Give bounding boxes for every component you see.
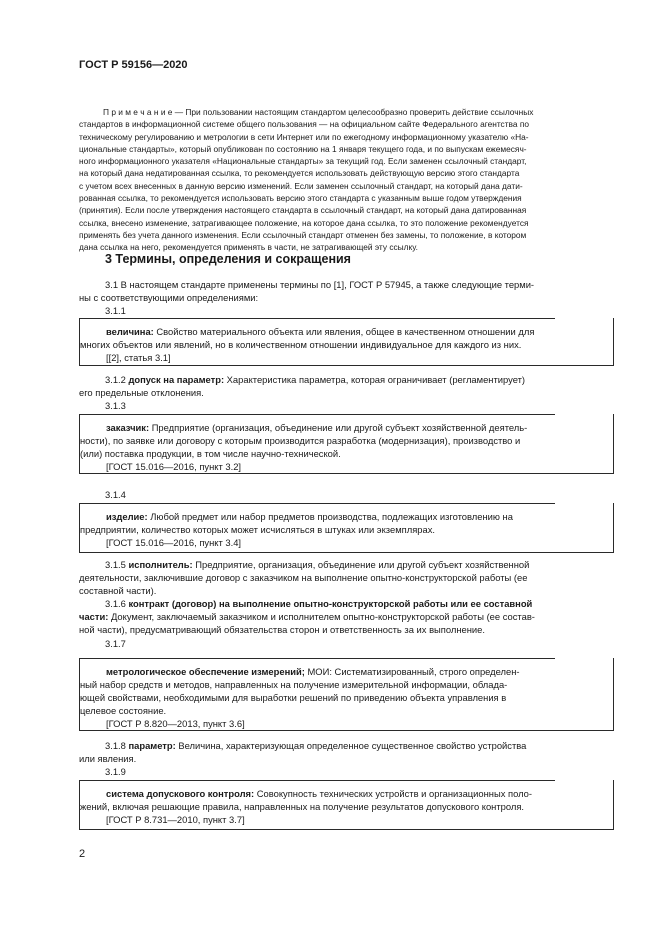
term: заказчик:	[106, 422, 150, 433]
term: изделие:	[106, 511, 148, 522]
paragraph-3-1-2	[79, 373, 613, 399]
clause-number: 3.1.7	[105, 637, 126, 649]
definition-line: многих объектов или явлений, но в количественном отношении индивидуальное для каждого из них.	[80, 339, 522, 351]
note-line: стандартов в информационной системе общего пользования — на официальном сайте Федерального агентства по	[79, 119, 530, 130]
note-line: применять без учета данного изменения. Если ссылочный стандарт отменен без замены, то положение, в котором	[79, 229, 527, 240]
definition-source: [ГОСТ 15.016—2016, пункт 3.2]	[106, 461, 242, 473]
box-top-border	[80, 414, 555, 415]
term: допуск на параметр:	[128, 374, 225, 385]
note-line: циональные стандарты», который опубликован по состоянию на 1 января текущего года, и по выпускам ежемесяч-	[79, 143, 527, 154]
definition-text: Предприятие, организация, объединение или другой субъект хозяйственной	[192, 559, 530, 570]
clause-number: 3.1.3	[105, 400, 126, 411]
page-number: 2	[79, 848, 86, 860]
paragraph-line: 3.1 В настоящем стандарте применены термины по [1], ГОСТ Р 57945, а также следующие терми-	[105, 279, 535, 290]
definition-source: [[2], статья 3.1]	[106, 352, 171, 364]
clause-number: 3.1.6	[105, 598, 126, 610]
definition-box-tolerance-control	[79, 780, 614, 830]
clause-number: 3.1.1	[105, 305, 126, 317]
note-line: ного информационного указателя «Национальные стандарты» за текущий год. Если заменен ссылочный стандарт,	[79, 156, 527, 167]
definition-line: целевое состояние.	[80, 705, 167, 717]
definition-line: или явления.	[79, 753, 137, 765]
clause-number: 3.1.5	[105, 559, 126, 570]
definition-box-metrological-support	[79, 658, 614, 731]
definition-line: составной части).	[79, 585, 157, 597]
box-top-border	[80, 318, 555, 319]
term: параметр:	[128, 740, 176, 751]
paragraph-3-1	[79, 278, 613, 317]
section-title: 3 Термины, определения и сокращения	[105, 252, 351, 266]
definition-line: его предельные отклонения.	[79, 387, 204, 399]
term: части:	[79, 611, 109, 623]
definition-text: МОИ: Систематизированный, строго определен-	[304, 666, 520, 677]
definition-line: ности), по заявке или договору с которым производится разработка (модернизация), производство и	[80, 435, 521, 447]
definition-text: Совокупность технических устройств и организационных поло-	[254, 788, 532, 799]
term: система допускового контроля:	[106, 788, 255, 799]
box-top-border	[80, 503, 555, 504]
term: исполнитель:	[128, 559, 193, 570]
paragraph-3-1-8	[79, 739, 613, 778]
paragraph-line: ны с соответствующими определениями:	[79, 292, 259, 304]
term: метрологическое обеспечение измерений;	[106, 666, 305, 677]
definition-text: Документ, заключаемый заказчиком и исполнителем опытно-конструкторской работы (ее состав-	[108, 611, 535, 623]
definition-line: деятельности, заключившие договор с заказчиком на выполнение опытно-конструкторской работы (ее	[79, 572, 528, 584]
clause-number: 3.1.8	[105, 740, 126, 751]
clause-number: 3.1.9	[105, 766, 126, 778]
definition-source: [ГОСТ Р 8.820—2013, пункт 3.6]	[106, 718, 245, 730]
paragraph-3-1-5	[79, 558, 613, 650]
definition-source: [ГОСТ Р 8.731—2010, пункт 3.7]	[106, 814, 245, 826]
definition-line: ный набор средств и методов, направленных на получение измерительной информации, облада-	[80, 679, 508, 691]
definition-line: (или) поставка продукции, в том числе научно-технической.	[80, 448, 341, 460]
definition-text: Любой предмет или набор предметов производства, подлежащих изготовлению на	[147, 511, 513, 522]
definition-text: Предприятие (организация, объединение или другой субъект хозяйственной деятель-	[149, 422, 528, 433]
definition-line: предприятии, количество которых может исчисляться в штуках или экземплярах.	[80, 524, 435, 536]
document-header: ГОСТ Р 59156—2020	[79, 59, 188, 71]
clause-number: 3.1.4	[105, 489, 126, 500]
box-top-border	[80, 780, 555, 781]
note-line: техническому регулированию и метрологии в сети Интернет или по ежегодному информационному указателю «На-	[79, 131, 529, 142]
clause-number: 3.1.2	[105, 374, 126, 385]
definition-text: Свойство материального объекта или явления, общее в качественном отношении для	[153, 326, 535, 337]
definition-source: [ГОСТ 15.016—2016, пункт 3.4]	[106, 537, 242, 549]
box-top-border	[80, 658, 555, 659]
note-line: ссылка, внесено изменение, затрагивающее положение, на которое дана ссылка, то это положение рекомендуется	[79, 217, 529, 228]
term: величина:	[106, 326, 154, 337]
note-line: дана ссылка на него, рекомендуется применять в части, не затрагивающей эту ссылку.	[79, 242, 418, 253]
note-line: П р и м е ч а н и е — При пользовании настоящим стандартом целесообразно проверить действие ссылочных	[103, 107, 534, 117]
term: контракт (договор) на выполнение опытно-конструкторской работы или ее составной	[128, 598, 533, 610]
note-line: рованная ссылка, то рекомендуется использовать версию этого стандарта с указанным выше годом утверждения	[79, 193, 522, 204]
definition-box-zakazchik	[79, 414, 614, 474]
definition-line: ющей свойствами, необходимыми для выработки решений по приведению объекта управления в	[80, 692, 507, 704]
definition-text: Величина, характеризующая определенное существенное свойство устройства	[175, 740, 527, 751]
reference-note	[79, 106, 613, 254]
definition-text: Характеристика параметра, которая ограничивает (регламентирует)	[224, 374, 526, 385]
definition-box-velichina	[79, 318, 614, 366]
definition-box-izdelie	[79, 503, 614, 553]
definition-line: ной части), предусматривающий обязательства сторон и ответственность за их выполнение.	[79, 624, 485, 636]
note-line: с учетом всех внесенных в данную версию изменений. Если заменен ссылочный стандарт, на который дана дати-	[79, 180, 523, 191]
note-line: на который дана недатированная ссылка, то рекомендуется использовать действующую версию этого стандарта	[79, 168, 520, 179]
definition-line: жений, включая решающие правила, направленных на получение результатов допускового контроля.	[80, 801, 525, 813]
note-line: (принятия). Если после утверждения настоящего стандарта в ссылочный стандарт, на который дана датированная	[79, 205, 527, 216]
